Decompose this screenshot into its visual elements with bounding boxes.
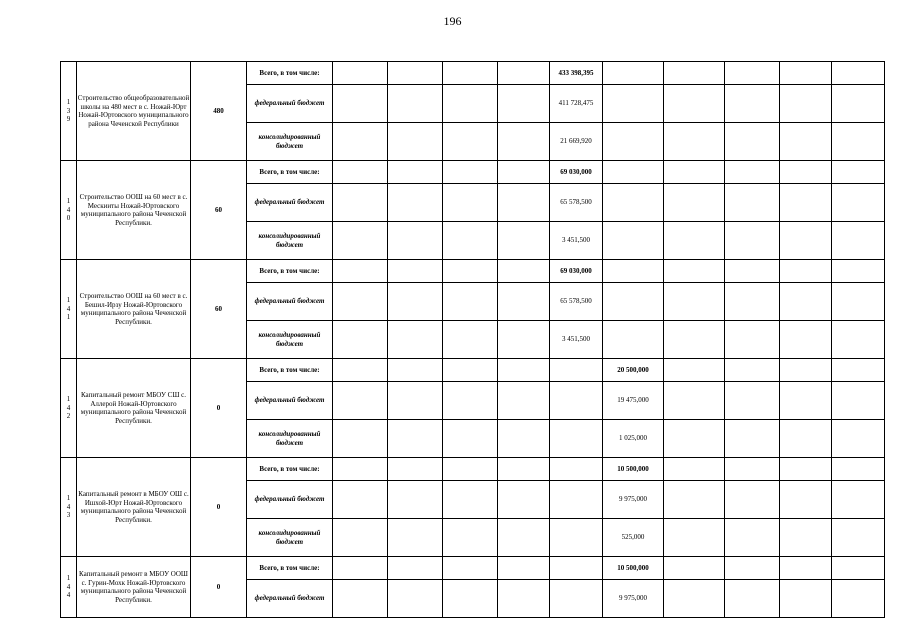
funding-type-label: федеральный бюджет bbox=[247, 283, 333, 321]
empty-cell bbox=[780, 123, 832, 161]
empty-cell bbox=[333, 519, 388, 557]
empty-cell bbox=[443, 420, 498, 458]
amount-cell bbox=[550, 382, 603, 420]
empty-cell bbox=[498, 519, 550, 557]
empty-cell bbox=[498, 580, 550, 618]
amount-cell bbox=[550, 580, 603, 618]
empty-cell bbox=[780, 458, 832, 481]
table-row bbox=[61, 557, 885, 580]
funding-type-label: консолидированный бюджет bbox=[247, 519, 333, 557]
empty-cell bbox=[832, 420, 885, 458]
empty-cell bbox=[388, 580, 443, 618]
row-number-digit: 4 bbox=[66, 591, 71, 600]
empty-cell bbox=[725, 382, 780, 420]
row-number-digit: 1 bbox=[66, 98, 71, 107]
empty-cell bbox=[498, 557, 550, 580]
empty-cell bbox=[664, 123, 725, 161]
empty-cell bbox=[498, 260, 550, 283]
empty-cell bbox=[832, 557, 885, 580]
empty-cell bbox=[725, 260, 780, 283]
funding-type-label: федеральный бюджет bbox=[247, 184, 333, 222]
funding-type-label: Всего, в том числе: bbox=[247, 62, 333, 85]
row-number-digit: 1 bbox=[66, 494, 71, 503]
empty-cell bbox=[388, 161, 443, 184]
empty-cell bbox=[780, 557, 832, 580]
empty-cell bbox=[498, 359, 550, 382]
capacity-cell: 480 bbox=[191, 62, 247, 161]
empty-cell bbox=[832, 161, 885, 184]
funding-type-label: Всего, в том числе: bbox=[247, 359, 333, 382]
empty-cell bbox=[780, 420, 832, 458]
row-number bbox=[61, 260, 77, 359]
amount-cell bbox=[603, 184, 664, 222]
empty-cell bbox=[443, 123, 498, 161]
empty-cell bbox=[443, 481, 498, 519]
empty-cell bbox=[832, 123, 885, 161]
empty-cell bbox=[333, 481, 388, 519]
row-number-digit: 4 bbox=[66, 304, 71, 313]
row-number bbox=[61, 557, 77, 618]
empty-cell bbox=[664, 420, 725, 458]
empty-cell bbox=[725, 458, 780, 481]
empty-cell bbox=[664, 519, 725, 557]
amount-cell: 3 451,500 bbox=[550, 222, 603, 260]
amount-cell bbox=[550, 557, 603, 580]
empty-cell bbox=[664, 481, 725, 519]
empty-cell bbox=[333, 557, 388, 580]
empty-cell bbox=[443, 283, 498, 321]
empty-cell bbox=[780, 222, 832, 260]
empty-cell bbox=[498, 382, 550, 420]
empty-cell bbox=[333, 222, 388, 260]
funding-type-label: консолидированный бюджет bbox=[247, 420, 333, 458]
page-number: 196 bbox=[443, 14, 462, 28]
empty-cell bbox=[443, 458, 498, 481]
table-row bbox=[61, 62, 885, 85]
table-row bbox=[61, 260, 885, 283]
row-number bbox=[61, 161, 77, 260]
amount-cell: 20 500,000 bbox=[603, 359, 664, 382]
empty-cell bbox=[832, 85, 885, 123]
empty-cell bbox=[388, 123, 443, 161]
empty-cell bbox=[443, 222, 498, 260]
empty-cell bbox=[780, 85, 832, 123]
empty-cell bbox=[832, 283, 885, 321]
empty-cell bbox=[498, 62, 550, 85]
project-name: Строительство ООШ на 60 мест в с. Бешил-Ирзу Ножай-Юртовского муниципального района Чеченской Республики. bbox=[77, 260, 191, 359]
empty-cell bbox=[498, 184, 550, 222]
capacity-cell: 60 bbox=[191, 260, 247, 359]
empty-cell bbox=[388, 557, 443, 580]
project-name: Капитальный ремонт в МБОУ ОШ с. Ишхой-Юрт Ножай-Юртовского муниципального района Чеченской Республики. bbox=[77, 458, 191, 557]
empty-cell bbox=[725, 283, 780, 321]
empty-cell bbox=[388, 420, 443, 458]
empty-cell bbox=[443, 580, 498, 618]
amount-cell bbox=[603, 283, 664, 321]
empty-cell bbox=[664, 161, 725, 184]
empty-cell bbox=[780, 580, 832, 618]
empty-cell bbox=[832, 62, 885, 85]
empty-cell bbox=[725, 161, 780, 184]
empty-cell bbox=[498, 321, 550, 359]
project-name: Строительство ООШ на 60 мест в с. Мескииты Ножай-Юртовского муниципального района Чеченской Республики. bbox=[77, 161, 191, 260]
empty-cell bbox=[832, 184, 885, 222]
amount-cell: 10 500,000 bbox=[603, 458, 664, 481]
empty-cell bbox=[664, 184, 725, 222]
empty-cell bbox=[498, 161, 550, 184]
empty-cell bbox=[498, 222, 550, 260]
capacity-cell: 0 bbox=[191, 458, 247, 557]
funding-type-label: консолидированный бюджет bbox=[247, 222, 333, 260]
empty-cell bbox=[832, 359, 885, 382]
empty-cell bbox=[780, 283, 832, 321]
row-number-digit: 1 bbox=[66, 395, 71, 404]
empty-cell bbox=[498, 283, 550, 321]
empty-cell bbox=[832, 458, 885, 481]
funding-type-label: федеральный бюджет bbox=[247, 382, 333, 420]
empty-cell bbox=[664, 580, 725, 618]
empty-cell bbox=[333, 161, 388, 184]
empty-cell bbox=[780, 519, 832, 557]
empty-cell bbox=[443, 321, 498, 359]
empty-cell bbox=[333, 359, 388, 382]
empty-cell bbox=[725, 123, 780, 161]
amount-cell: 1 025,000 bbox=[603, 420, 664, 458]
capacity-cell: 0 bbox=[191, 557, 247, 618]
amount-cell: 19 475,000 bbox=[603, 382, 664, 420]
funding-type-label: Всего, в том числе: bbox=[247, 260, 333, 283]
empty-cell bbox=[388, 222, 443, 260]
empty-cell bbox=[498, 481, 550, 519]
empty-cell bbox=[443, 260, 498, 283]
row-number-digit: 3 bbox=[66, 106, 71, 115]
funding-type-label: федеральный бюджет bbox=[247, 85, 333, 123]
table-row bbox=[61, 359, 885, 382]
funding-type-label: консолидированный бюджет bbox=[247, 123, 333, 161]
row-number-digit: 9 bbox=[66, 115, 71, 124]
amount-cell: 9 975,000 bbox=[603, 580, 664, 618]
empty-cell bbox=[498, 420, 550, 458]
funding-type-label: Всего, в том числе: bbox=[247, 557, 333, 580]
empty-cell bbox=[443, 359, 498, 382]
empty-cell bbox=[725, 580, 780, 618]
empty-cell bbox=[725, 62, 780, 85]
empty-cell bbox=[333, 458, 388, 481]
empty-cell bbox=[388, 359, 443, 382]
empty-cell bbox=[725, 184, 780, 222]
table-row bbox=[61, 458, 885, 481]
amount-cell: 69 030,000 bbox=[550, 161, 603, 184]
amount-cell bbox=[603, 260, 664, 283]
empty-cell bbox=[333, 420, 388, 458]
row-number-digit: 4 bbox=[66, 582, 71, 591]
funding-type-label: консолидированный бюджет bbox=[247, 321, 333, 359]
empty-cell bbox=[388, 260, 443, 283]
empty-cell bbox=[443, 382, 498, 420]
empty-cell bbox=[780, 382, 832, 420]
project-name: Строительство общеобразовательной школы на 480 мест в с. Ножай-Юрт Ножай-Юртовского муниципального района Чеченской Республики bbox=[77, 62, 191, 161]
empty-cell bbox=[333, 85, 388, 123]
project-name: Капитальный ремонт в МБОУ ООШ с. Гурин-Мохк Ножай-Юртовского муниципального района Чеченской Республики. bbox=[77, 557, 191, 618]
empty-cell bbox=[388, 283, 443, 321]
funding-type-label: федеральный бюджет bbox=[247, 481, 333, 519]
empty-cell bbox=[725, 519, 780, 557]
row-number-digit: 1 bbox=[66, 197, 71, 206]
empty-cell bbox=[725, 481, 780, 519]
empty-cell bbox=[832, 519, 885, 557]
empty-cell bbox=[333, 580, 388, 618]
empty-cell bbox=[664, 283, 725, 321]
amount-cell bbox=[550, 359, 603, 382]
row-number bbox=[61, 359, 77, 458]
empty-cell bbox=[443, 184, 498, 222]
empty-cell bbox=[664, 458, 725, 481]
empty-cell bbox=[832, 321, 885, 359]
empty-cell bbox=[664, 62, 725, 85]
amount-cell bbox=[550, 420, 603, 458]
empty-cell bbox=[832, 260, 885, 283]
funding-type-label: Всего, в том числе: bbox=[247, 458, 333, 481]
project-name: Капитальный ремонт МБОУ СШ с. Аллерой Ножай-Юртовского муниципального района Чеченской Республики. bbox=[77, 359, 191, 458]
empty-cell bbox=[388, 458, 443, 481]
empty-cell bbox=[388, 62, 443, 85]
amount-cell: 525,000 bbox=[603, 519, 664, 557]
amount-cell: 65 578,500 bbox=[550, 283, 603, 321]
empty-cell bbox=[780, 321, 832, 359]
row-number-digit: 4 bbox=[66, 205, 71, 214]
capacity-cell: 60 bbox=[191, 161, 247, 260]
row-number-digit: 4 bbox=[66, 403, 71, 412]
row-number-digit: 3 bbox=[66, 511, 71, 520]
amount-cell: 3 451,500 bbox=[550, 321, 603, 359]
empty-cell bbox=[333, 321, 388, 359]
empty-cell bbox=[664, 359, 725, 382]
empty-cell bbox=[832, 580, 885, 618]
empty-cell bbox=[498, 123, 550, 161]
empty-cell bbox=[725, 85, 780, 123]
amount-cell: 433 398,395 bbox=[550, 62, 603, 85]
row-number-digit: 4 bbox=[66, 502, 71, 511]
empty-cell bbox=[725, 359, 780, 382]
empty-cell bbox=[443, 85, 498, 123]
empty-cell bbox=[725, 420, 780, 458]
empty-cell bbox=[388, 481, 443, 519]
empty-cell bbox=[443, 62, 498, 85]
funding-type-label: Всего, в том числе: bbox=[247, 161, 333, 184]
empty-cell bbox=[333, 260, 388, 283]
empty-cell bbox=[443, 161, 498, 184]
amount-cell bbox=[603, 321, 664, 359]
capacity-cell: 0 bbox=[191, 359, 247, 458]
amount-cell: 65 578,500 bbox=[550, 184, 603, 222]
row-number bbox=[61, 62, 77, 161]
empty-cell bbox=[333, 184, 388, 222]
row-number-digit: 1 bbox=[66, 296, 71, 305]
empty-cell bbox=[333, 382, 388, 420]
empty-cell bbox=[388, 321, 443, 359]
amount-cell: 10 500,000 bbox=[603, 557, 664, 580]
amount-cell bbox=[603, 123, 664, 161]
empty-cell bbox=[333, 283, 388, 321]
empty-cell bbox=[333, 123, 388, 161]
amount-cell: 411 728,475 bbox=[550, 85, 603, 123]
empty-cell bbox=[664, 85, 725, 123]
empty-cell bbox=[498, 458, 550, 481]
row-number-digit: 1 bbox=[66, 574, 71, 583]
amount-cell: 69 030,000 bbox=[550, 260, 603, 283]
empty-cell bbox=[832, 481, 885, 519]
row-number-digit: 0 bbox=[66, 214, 71, 223]
empty-cell bbox=[333, 62, 388, 85]
empty-cell bbox=[664, 260, 725, 283]
row-number bbox=[61, 458, 77, 557]
row-number-digit: 1 bbox=[66, 313, 71, 322]
empty-cell bbox=[780, 481, 832, 519]
amount-cell bbox=[550, 481, 603, 519]
empty-cell bbox=[725, 321, 780, 359]
empty-cell bbox=[498, 85, 550, 123]
table-row bbox=[61, 161, 885, 184]
funding-type-label: федеральный бюджет bbox=[247, 580, 333, 618]
empty-cell bbox=[388, 382, 443, 420]
empty-cell bbox=[780, 161, 832, 184]
budget-table bbox=[60, 61, 885, 618]
empty-cell bbox=[780, 359, 832, 382]
empty-cell bbox=[388, 519, 443, 557]
empty-cell bbox=[832, 382, 885, 420]
amount-cell bbox=[603, 62, 664, 85]
empty-cell bbox=[664, 321, 725, 359]
empty-cell bbox=[725, 222, 780, 260]
amount-cell bbox=[550, 458, 603, 481]
amount-cell: 9 975,000 bbox=[603, 481, 664, 519]
empty-cell bbox=[780, 62, 832, 85]
empty-cell bbox=[443, 519, 498, 557]
empty-cell bbox=[664, 222, 725, 260]
empty-cell bbox=[664, 557, 725, 580]
empty-cell bbox=[780, 184, 832, 222]
empty-cell bbox=[443, 557, 498, 580]
empty-cell bbox=[664, 382, 725, 420]
amount-cell bbox=[550, 519, 603, 557]
empty-cell bbox=[780, 260, 832, 283]
amount-cell bbox=[603, 222, 664, 260]
amount-cell bbox=[603, 85, 664, 123]
empty-cell bbox=[832, 222, 885, 260]
empty-cell bbox=[725, 557, 780, 580]
amount-cell: 21 669,920 bbox=[550, 123, 603, 161]
amount-cell bbox=[603, 161, 664, 184]
empty-cell bbox=[388, 184, 443, 222]
row-number-digit: 2 bbox=[66, 412, 71, 421]
empty-cell bbox=[388, 85, 443, 123]
